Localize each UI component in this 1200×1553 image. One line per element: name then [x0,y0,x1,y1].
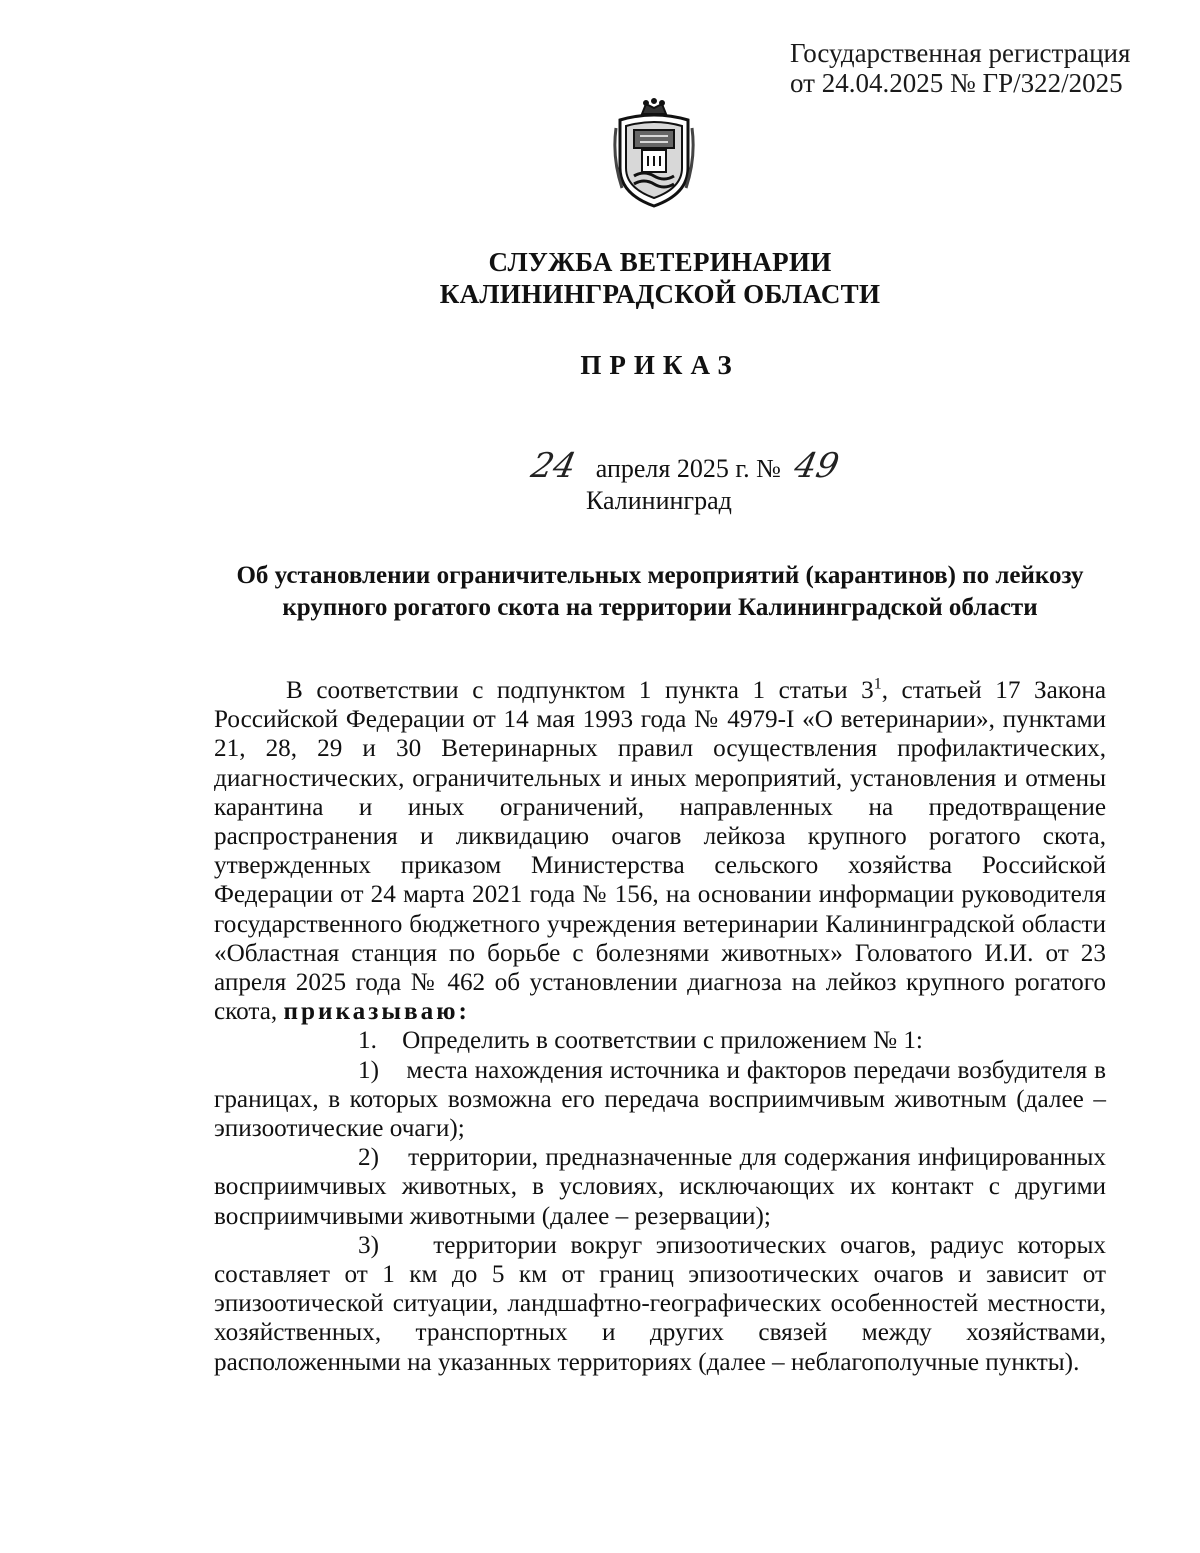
subitem-3-number: 3) [358,1231,379,1259]
subitem-1-text: места нахождения источника и факторов передачи возбудителя в границах, в которых возможна его передача восприимчивым животным (далее – эпизоотические очаги); [214,1056,1107,1143]
subitem-2-paragraph [214,1143,1106,1231]
agency-name-line-2: КАЛИНИНГРАДСКОЙ ОБЛАСТИ [439,279,881,309]
subitem-3-paragraph [214,1231,1106,1377]
preamble-part-a: В соответствии с подпунктом 1 пункта 1 статьи 3 [286,677,874,704]
subitem-3-text: территории вокруг эпизоотических очагов, радиус которых составляет от 1 км до 5 км от границ эпизоотических очагов и зависит от эпизоотической ситуации, ландшафтно-географических особенностей местности, хозяйственных, транспортных и других связей между хозяйствами, расположенными на указанных территориях (далее – неблагополучные пункты). [214,1231,1106,1376]
document-type-heading: ПРИКАЗ [580,350,740,380]
order-body [214,676,1106,1377]
order-title-line-2: крупного рогатого скота на территории Калининградской области [282,594,1038,621]
order-title [212,560,1108,624]
city-name: Калининград [586,486,732,515]
subitem-2-number: 2) [358,1144,379,1172]
item-1-text: Определить в соответствии с приложением № 1: [402,1027,923,1055]
registration-line-1: Государственная регистрация [790,38,1131,68]
item-1-number: 1. [358,1027,377,1055]
order-title-line-1: Об установлении ограничительных мероприятий (карантинов) по лейкозу [236,562,1084,589]
agency-name [0,246,1200,310]
preamble-superscript: 1 [873,675,882,693]
registration-stamp [790,38,1170,98]
item-1-paragraph [214,1026,1106,1055]
coat-of-arms-icon [612,98,696,210]
handwritten-day: 24 [527,446,580,486]
subitem-1-paragraph [214,1056,1106,1144]
subitem-1-number: 1) [358,1056,379,1084]
order-word: приказываю: [283,998,470,1026]
date-text: апреля 2025 г. № [595,454,781,483]
order-date-line [527,446,843,486]
preamble-part-b: , статьей 17 Закона Российской Федерации от 14 мая 1993 года № 4979-I «О ветеринарии», пунктами 21, 28, 29 и 30 Ветеринарных правил осуществления профилактических, диагностических, ограничительных и иных мероприятий, установления и отмены карантина и иных ограничений, направленных на предотвращение распространения и ликвидацию очагов лейкоза крупного рогатого скота, утвержденных приказом Министерства сельского хозяйства Российской Федерации от 24 марта 2021 года № 156, на основании информации руководителя государственного бюджетного учреждения ветеринарии Калининградской области «Областная станция по борьбе с болезнями животных» Головатого И.И. от 23 апреля 2025 года № 462 об установлении диагноза на лейкоз крупного рогатого скота, [214,677,1106,1026]
subitem-2-text: территории, предназначенные для содержания инфицированных восприимчивых животных, в условиях, исключающих их контакт с другими восприимчивыми животными (далее – резервации); [214,1144,1106,1230]
preamble-paragraph [214,676,1106,1026]
registration-line-2: от 24.04.2025 № ГР/322/2025 [790,68,1123,98]
handwritten-order-number: 49 [791,446,843,486]
agency-name-line-1: СЛУЖБА ВЕТЕРИНАРИИ [488,247,832,277]
